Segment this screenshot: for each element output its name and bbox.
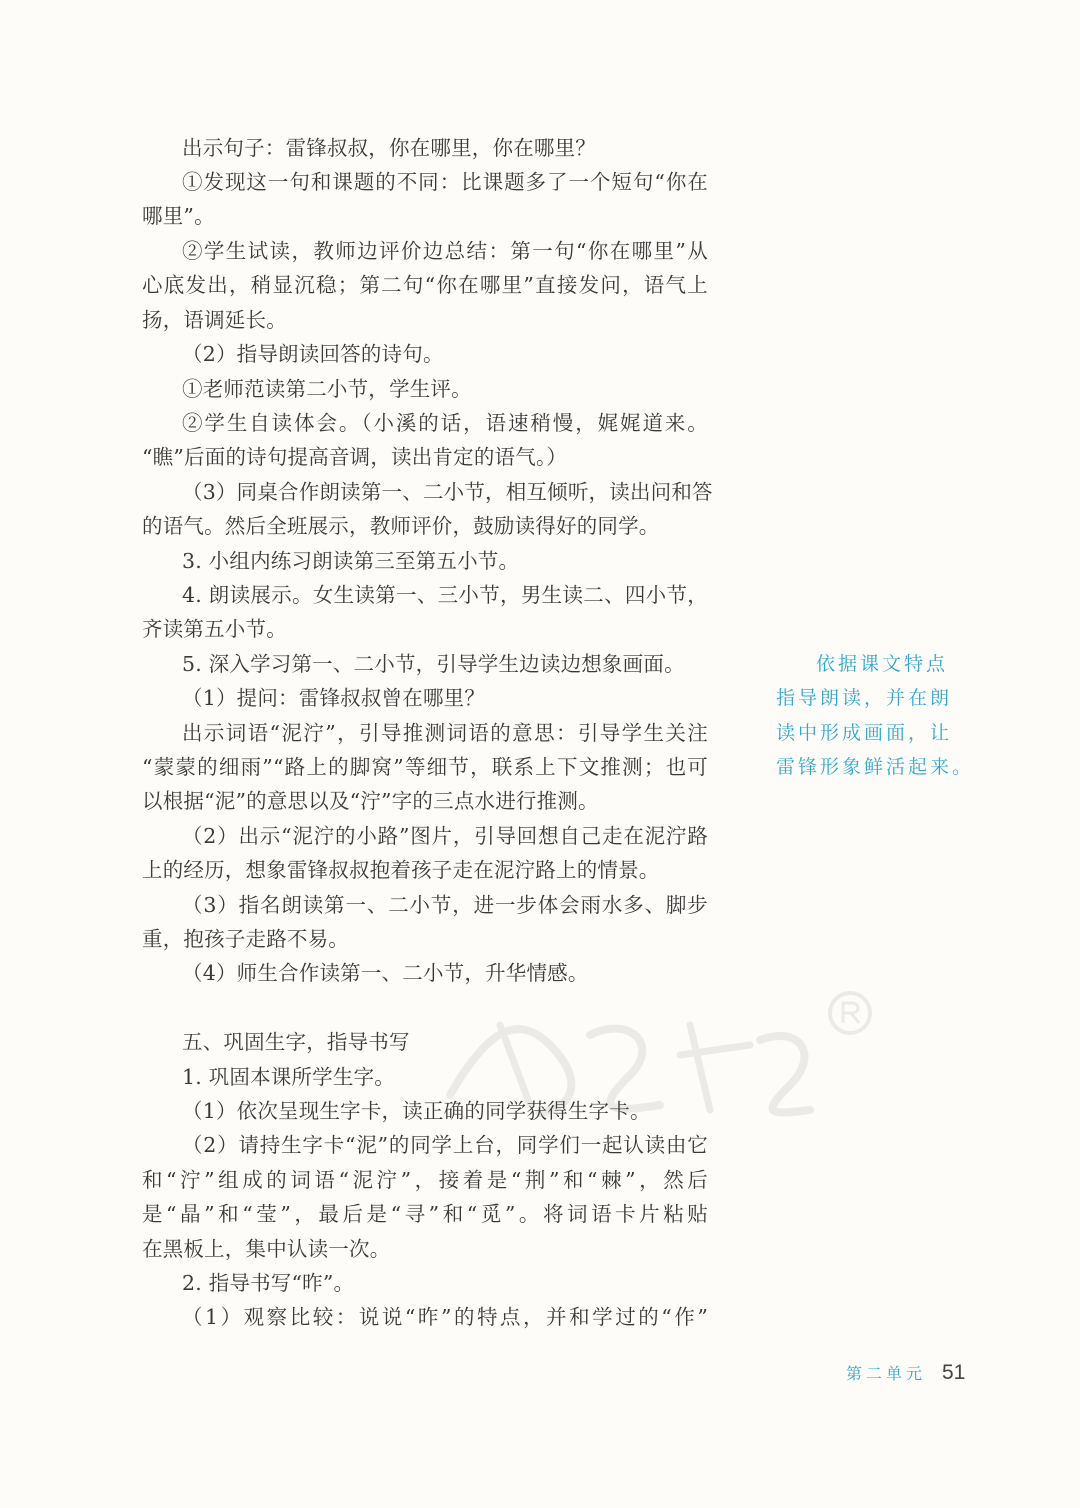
body-line: “瞧”后面的诗句提高音调，读出肯定的语气。）: [142, 445, 568, 469]
body-line: 重，抱孩子走路不易。: [142, 927, 349, 951]
side-note-line: 读中形成画面，让: [776, 722, 953, 744]
body-line: 3. 小组内练习朗读第三至第五小节。: [182, 549, 520, 573]
body-line: 以根据“泥”的意思以及“泞”字的三点水进行推测。: [142, 789, 599, 813]
body-line: （3）同桌合作朗读第一、二小节，相互倾听，读出问和答: [182, 480, 713, 504]
body-line: （2）请持生字卡“泥”的同学上台，同学们一起认读由它: [182, 1133, 708, 1157]
body-line: （2）出示“泥泞的小路”图片，引导回想自己走在泥泞路: [182, 824, 708, 848]
body-line: 哪里”。: [142, 204, 215, 228]
page-number: 51: [942, 1361, 966, 1384]
body-line: （4）师生合作读第一、二小节，升华情感。: [182, 961, 589, 985]
side-note-line: 指导朗读，并在朗: [776, 687, 953, 709]
body-line: 扬，语调延长。: [142, 308, 287, 332]
body-line: （1）观察比较：说说“昨”的特点，并和学过的“作”: [182, 1305, 708, 1329]
body-line: “蒙蒙的细雨”“路上的脚窝”等细节，联系上下文推测；也可: [142, 755, 708, 779]
body-line: 的语气。然后全班展示，教师评价，鼓励读得好的同学。: [142, 514, 660, 538]
side-note-line: 依据课文特点: [816, 653, 949, 675]
body-line: 出示句子：雷锋叔叔，你在哪里，你在哪里？: [182, 136, 596, 160]
body-line: 4. 朗读展示。女生读第一、三小节，男生读二、四小节，: [182, 583, 708, 607]
section-heading: 五、巩固生字，指导书写: [182, 1030, 410, 1054]
side-note-line: 雷锋形象鲜活起来。: [776, 756, 975, 778]
body-line: （1）提问：雷锋叔叔曾在哪里？: [182, 686, 486, 710]
body-line: 在黑板上，集中认读一次。: [142, 1237, 391, 1261]
publisher-watermark: [430, 985, 890, 1125]
body-line: 出示词语“泥泞”，引导推测词语的意思：引导学生关注: [182, 721, 708, 745]
body-line: ①老师范读第二小节，学生评。: [182, 377, 472, 401]
body-line: （1）依次呈现生字卡，读正确的同学获得生字卡。: [182, 1099, 651, 1123]
body-line: 心底发出，稍显沉稳；第二句“你在哪里”直接发问，语气上: [142, 273, 708, 297]
body-line: （2）指导朗读回答的诗句。: [182, 342, 444, 366]
body-line: 和“泞”组成的词语“泥泞”，接着是“荆”和“棘”，然后: [142, 1168, 708, 1192]
body-line: ②学生试读，教师边评价边总结：第一句“你在哪里”从: [182, 239, 708, 263]
body-line: 5. 深入学习第一、二小节，引导学生边读边想象画面。: [182, 652, 685, 676]
body-line: 是“晶”和“莹”，最后是“寻”和“觅”。将词语卡片粘贴: [142, 1202, 708, 1226]
body-line: ①发现这一句和课题的不同：比课题多了一个短句“你在: [182, 170, 708, 194]
body-line: ②学生自读体会。（小溪的话，语速稍慢，娓娓道来。: [182, 411, 708, 435]
body-line: （3）指名朗读第一、二小节，进一步体会雨水多、脚步: [182, 893, 708, 917]
body-line: 1. 巩固本课所学生字。: [182, 1065, 395, 1089]
unit-label: 第二单元: [846, 1364, 927, 1383]
body-line: 2. 指导书写“昨”。: [182, 1271, 355, 1295]
body-line: 齐读第五小节。: [142, 617, 287, 641]
body-line: 上的经历，想象雷锋叔叔抱着孩子走在泥泞路上的情景。: [142, 858, 660, 882]
